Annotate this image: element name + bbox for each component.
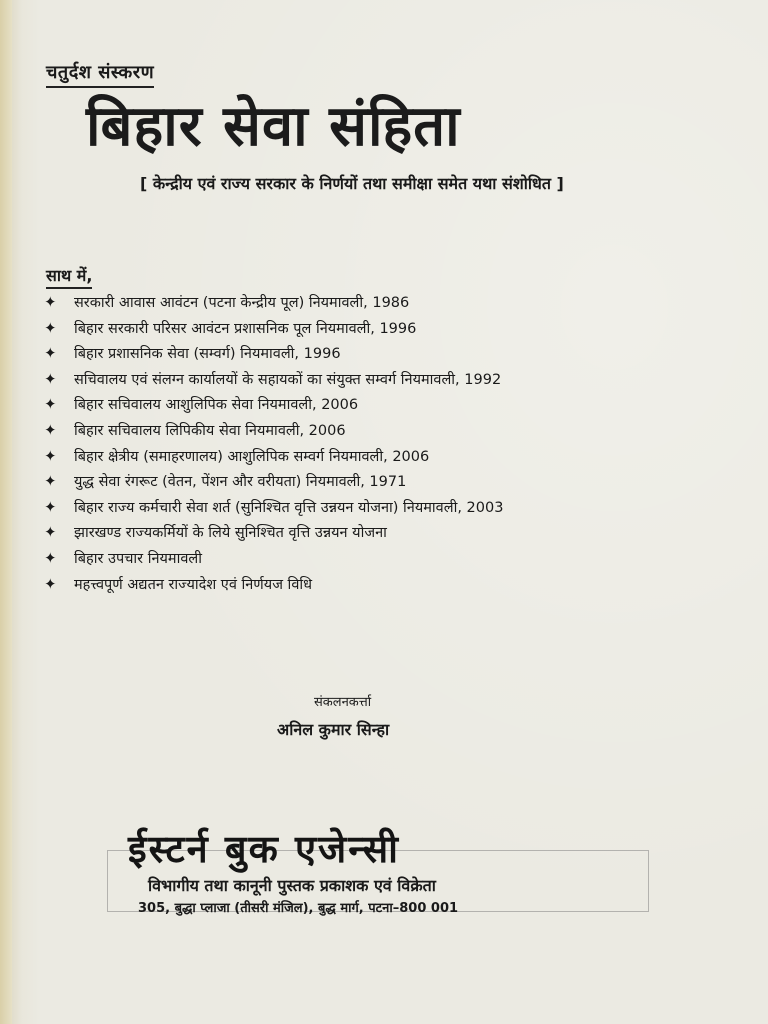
star-bullet-icon: ✦ bbox=[44, 395, 57, 414]
list-item bbox=[44, 520, 604, 546]
list-item bbox=[44, 418, 604, 444]
list-item bbox=[44, 290, 604, 316]
list-item-text: बिहार प्रशासनिक सेवा (सम्वर्ग) नियमावली, 1996 bbox=[74, 346, 341, 363]
paper-edge-stain bbox=[0, 0, 12, 1024]
star-bullet-icon: ✦ bbox=[44, 548, 57, 567]
star-bullet-icon: ✦ bbox=[44, 420, 57, 439]
list-item-text: सचिवालय एवं संलग्न कार्यालयों के सहायकों का संयुक्त सम्वर्ग नियमावली, 1992 bbox=[74, 371, 502, 388]
star-bullet-icon: ✦ bbox=[44, 369, 57, 388]
list-item bbox=[44, 367, 604, 393]
publisher-address: 305, बुद्धा प्लाजा (तीसरी मंजिल), बुद्ध मार्ग, पटना–800 001 bbox=[138, 901, 459, 916]
list-item-text: बिहार राज्य कर्मचारी सेवा शर्त (सुनिश्चित वृत्ति उन्नयन योजना) नियमावली, 2003 bbox=[74, 499, 504, 516]
with-heading: साथ में, bbox=[46, 264, 92, 289]
list-item-text: बिहार उपचार नियमावली bbox=[74, 550, 203, 567]
publisher-tagline: विभागीय तथा कानूनी पुस्तक प्रकाशक एवं विक्रेता bbox=[148, 876, 436, 895]
included-rules-list bbox=[44, 290, 604, 597]
star-bullet-icon: ✦ bbox=[44, 574, 57, 593]
list-item-text: युद्ध सेवा रंगरूट (वेतन, पेंशन और वरीयता) नियमावली, 1971 bbox=[74, 474, 407, 491]
list-item-text: बिहार क्षेत्रीय (समाहरणालय) आशुलिपिक सम्वर्ग नियमावली, 2006 bbox=[74, 448, 430, 465]
list-item-text: महत्त्वपूर्ण अद्यतन राज्यादेश एवं निर्णयज विधि bbox=[74, 576, 313, 593]
compiler-name: अनिल कुमार सिन्हा bbox=[277, 720, 390, 739]
list-item-text: बिहार सचिवालय आशुलिपिक सेवा नियमावली, 2006 bbox=[74, 397, 359, 414]
list-item-text: सरकारी आवास आवंटन (पटना केन्द्रीय पूल) नियमावली, 1986 bbox=[74, 295, 410, 311]
list-item bbox=[44, 392, 604, 418]
publisher-name: ईस्टर्न बुक एजेन्सी bbox=[128, 827, 400, 871]
list-item-text: बिहार सचिवालय लिपिकीय सेवा नियमावली, 2006 bbox=[74, 422, 346, 439]
list-item bbox=[44, 546, 604, 572]
list-item bbox=[44, 572, 604, 598]
list-item bbox=[44, 316, 604, 342]
star-bullet-icon: ✦ bbox=[44, 497, 57, 516]
list-item bbox=[44, 495, 604, 521]
star-bullet-icon: ✦ bbox=[44, 472, 57, 491]
star-bullet-icon: ✦ bbox=[44, 523, 57, 542]
list-item-text: झारखण्ड राज्यकर्मियों के लिये सुनिश्चित वृत्ति उन्नयन योजना bbox=[74, 525, 387, 542]
list-item bbox=[44, 469, 604, 495]
list-item bbox=[44, 444, 604, 470]
edition-label: चतुर्दश संस्करण bbox=[46, 60, 154, 88]
book-subtitle: [ केन्द्रीय एवं राज्य सरकार के निर्णयों तथा समीक्षा समेत यथा संशोधित ] bbox=[140, 174, 564, 193]
star-bullet-icon: ✦ bbox=[44, 318, 57, 337]
list-item bbox=[44, 341, 604, 367]
star-bullet-icon: ✦ bbox=[44, 293, 57, 311]
star-bullet-icon: ✦ bbox=[44, 344, 57, 363]
book-title: बिहार सेवा संहिता bbox=[86, 94, 461, 159]
list-item-text: बिहार सरकारी परिसर आवंटन प्रशासनिक पूल नियमावली, 1996 bbox=[74, 320, 417, 337]
star-bullet-icon: ✦ bbox=[44, 446, 57, 465]
compiler-label: संकलनकर्त्ता bbox=[314, 695, 372, 710]
